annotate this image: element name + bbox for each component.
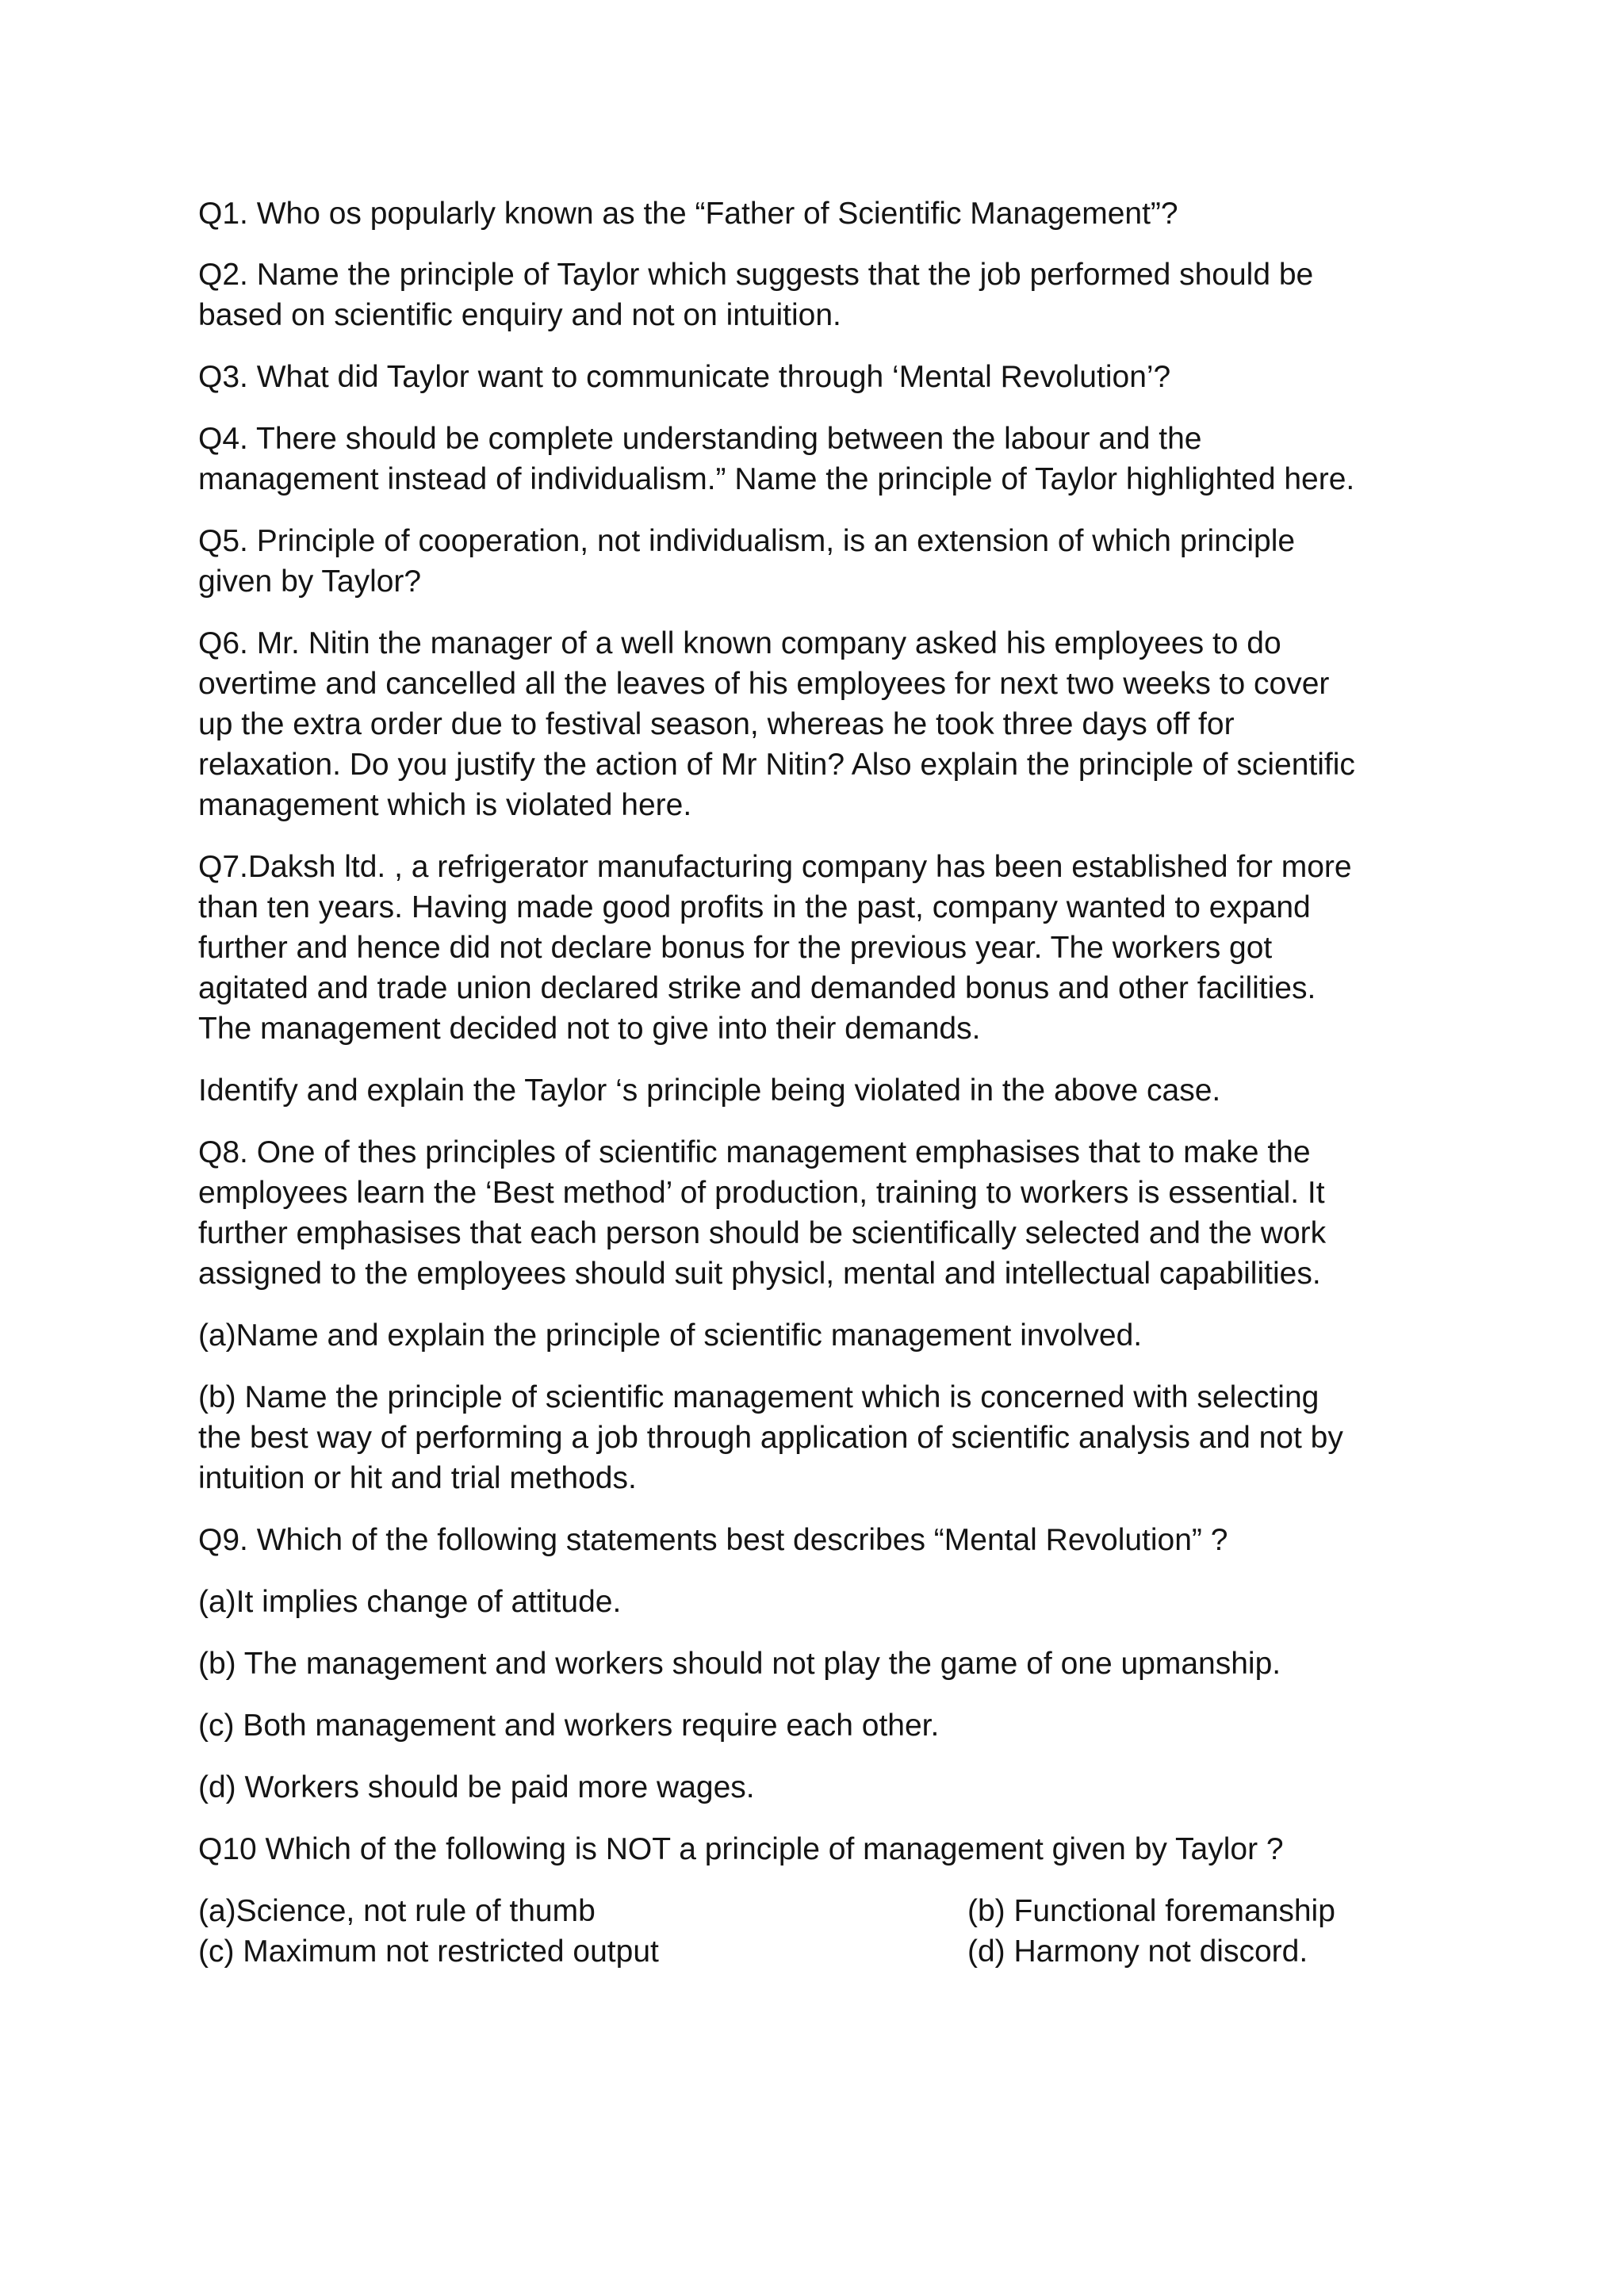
question-9-option-b: (b) The management and workers should not play the game of one upmanship.: [198, 1647, 1281, 1681]
question-9-option-a: (a)It implies change of attitude.: [198, 1585, 622, 1619]
question-4: Q4. There should be complete understanding between the labour and the management instead of individualism.” Name the principle of Taylor highlighted here.: [198, 422, 1355, 496]
question-10-option-a: (a)Science, not rule of thumb: [198, 1894, 596, 1928]
question-5: Q5. Principle of cooperation, not individualism, is an extension of which principle given by Taylor?: [198, 524, 1296, 599]
question-8-part-b: (b) Name the principle of scientific management which is concerned with selecting the best way of performing a job through application of scientific analysis and not by intuition or hit and trial methods.: [198, 1380, 1343, 1495]
question-6: Q6. Mr. Nitin the manager of a well known company asked his employees to do overtime and cancelled all the leaves of his employees for next two weeks to cover up the extra order due to festival season, whereas he took three days off for relaxation. Do you justify the action of Mr Nitin? Also explain the principle of scientific management which is violated here.: [198, 626, 1355, 822]
question-8: Q8. One of thes principles of scientific management emphasises that to make the employees learn the ‘Best method’ of production, training to workers is essential. It further emphasises that each person should be scientifically selected and the work assigned to the employees should suit physicl, mental and intellectual capabilities.: [198, 1135, 1327, 1291]
question-9-option-c: (c) Both management and workers require each other.: [198, 1709, 940, 1743]
question-10-option-b: (b) Functional foremanship: [967, 1894, 1335, 1928]
question-list: [198, 193, 1443, 1972]
question-10-option-d: (d) Harmony not discord.: [967, 1934, 1308, 1969]
question-10-options: [198, 1891, 1443, 1972]
question-1: Q1. Who os popularly known as the “Father of Scientific Management”?: [198, 197, 1178, 231]
question-9-option-d: (d) Workers should be paid more wages.: [198, 1770, 755, 1804]
question-7-task: Identify and explain the Taylor ‘s principle being violated in the above case.: [198, 1073, 1221, 1108]
question-8-part-a: (a)Name and explain the principle of scientific management involved.: [198, 1318, 1143, 1353]
question-10: Q10 Which of the following is NOT a principle of management given by Taylor ?: [198, 1832, 1284, 1866]
question-2: Q2. Name the principle of Taylor which suggests that the job performed should be based on scientific enquiry and not on intuition.: [198, 258, 1314, 332]
question-9: Q9. Which of the following statements best describes “Mental Revolution” ?: [198, 1523, 1228, 1557]
question-3: Q3. What did Taylor want to communicate through ‘Mental Revolution’?: [198, 360, 1171, 394]
question-10-option-c: (c) Maximum not restricted output: [198, 1934, 659, 1969]
question-7: Q7.Daksh ltd. , a refrigerator manufacturing company has been established for more than ten years. Having made good profits in the past, company wanted to expand further and hence did not declare bonus for the previous year. The workers got agitated and trade union declared strike and demanded bonus and other facilities. The management decided not to give into their demands.: [198, 850, 1352, 1046]
